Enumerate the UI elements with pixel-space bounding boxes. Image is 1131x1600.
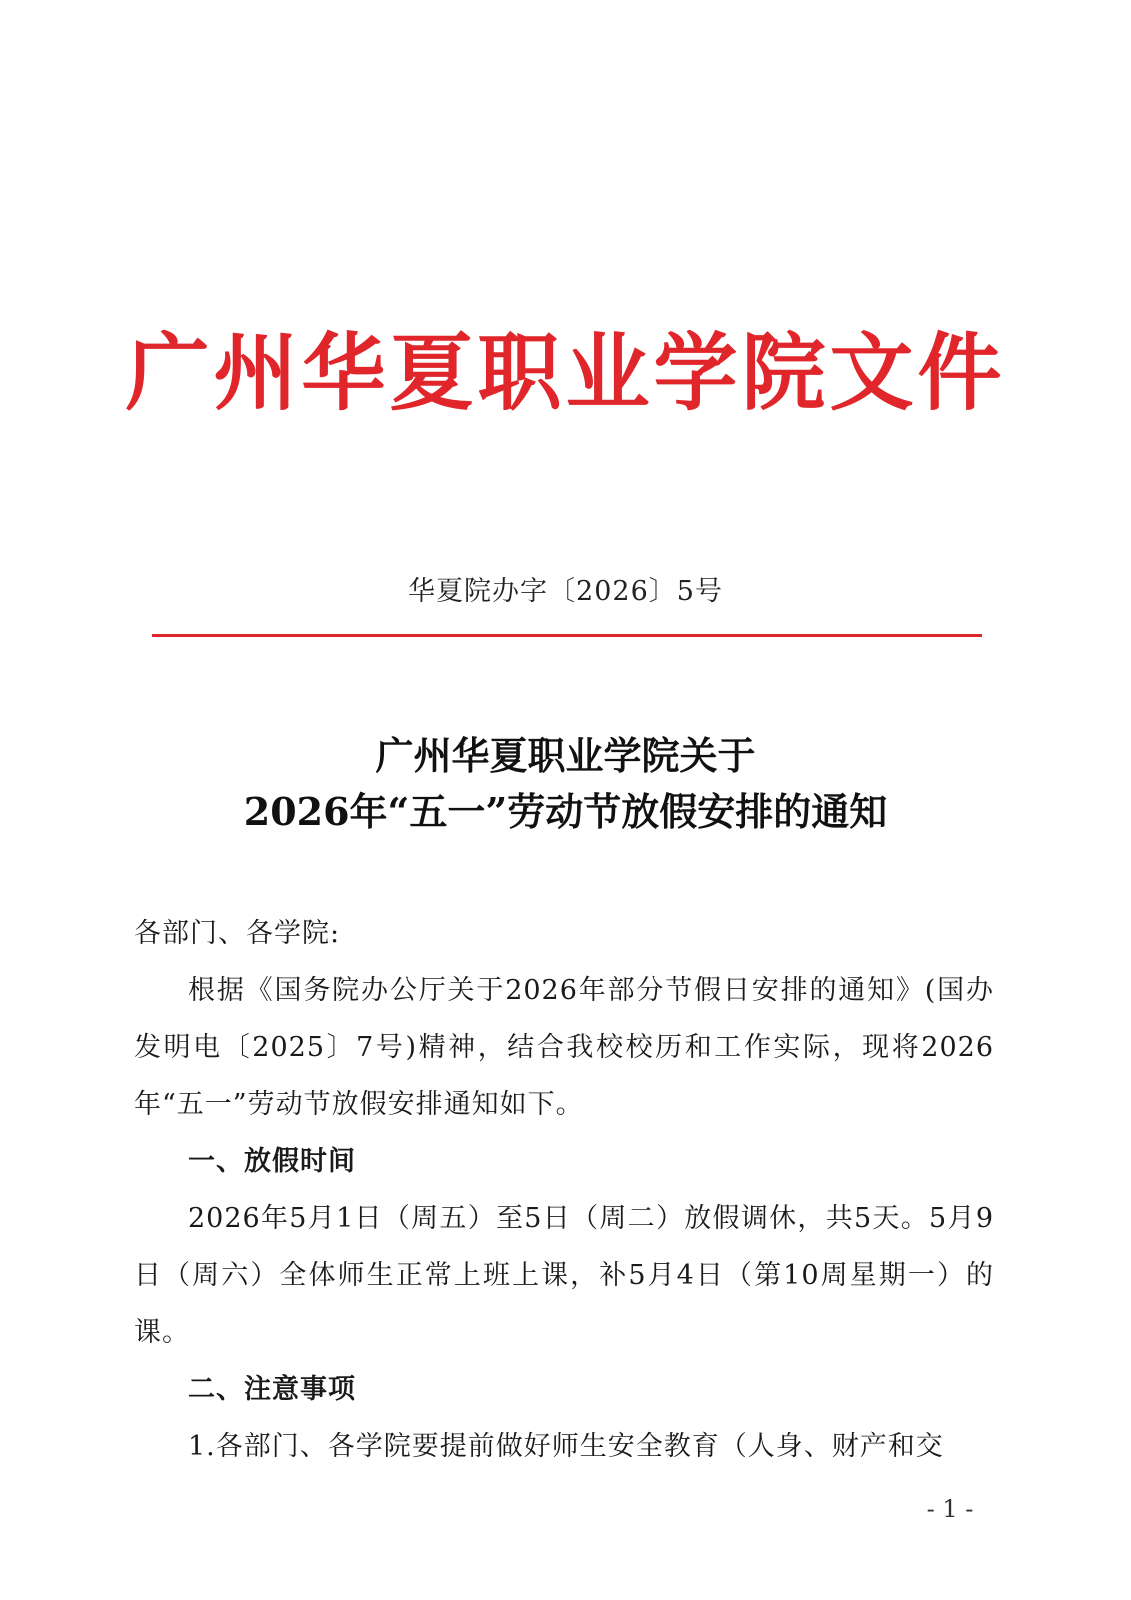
section-heading-holiday-time: 一、放假时间 xyxy=(188,1146,356,1177)
notes-item-1: 1.各部门、各学院要提前做好师生安全教育（人身、财产和交 xyxy=(188,1431,944,1462)
holiday-time-paragraph: 2026年5月1日（周五）至5日（周二）放假调休，共5天。5月9日（周六）全体师生正常上班上课，补5月4日（第10周星期一）的课。 xyxy=(134,1203,994,1348)
red-divider-line xyxy=(152,634,982,637)
intro-paragraph: 根据《国务院办公厅关于2026年部分节假日安排的通知》(国办发明电〔2025〕7号)精神，结合我校校历和工作实际，现将2026年“五一”劳动节放假安排通知如下。 xyxy=(134,975,994,1120)
notice-title-line-1: 广州华夏职业学院关于 xyxy=(375,733,756,778)
page-number: - 1 - xyxy=(926,1495,974,1523)
document-number: 华夏院办字〔2026〕5号 xyxy=(408,576,723,607)
notice-title xyxy=(0,728,1131,840)
letterhead-title: 广州华夏职业学院文件 xyxy=(125,323,1006,422)
salutation: 各部门、各学院: xyxy=(134,918,341,949)
notice-title-line-2: 2026年“五一”劳动节放假安排的通知 xyxy=(243,789,888,834)
section-heading-notes: 二、注意事项 xyxy=(188,1374,356,1405)
notice-body xyxy=(134,905,994,1475)
